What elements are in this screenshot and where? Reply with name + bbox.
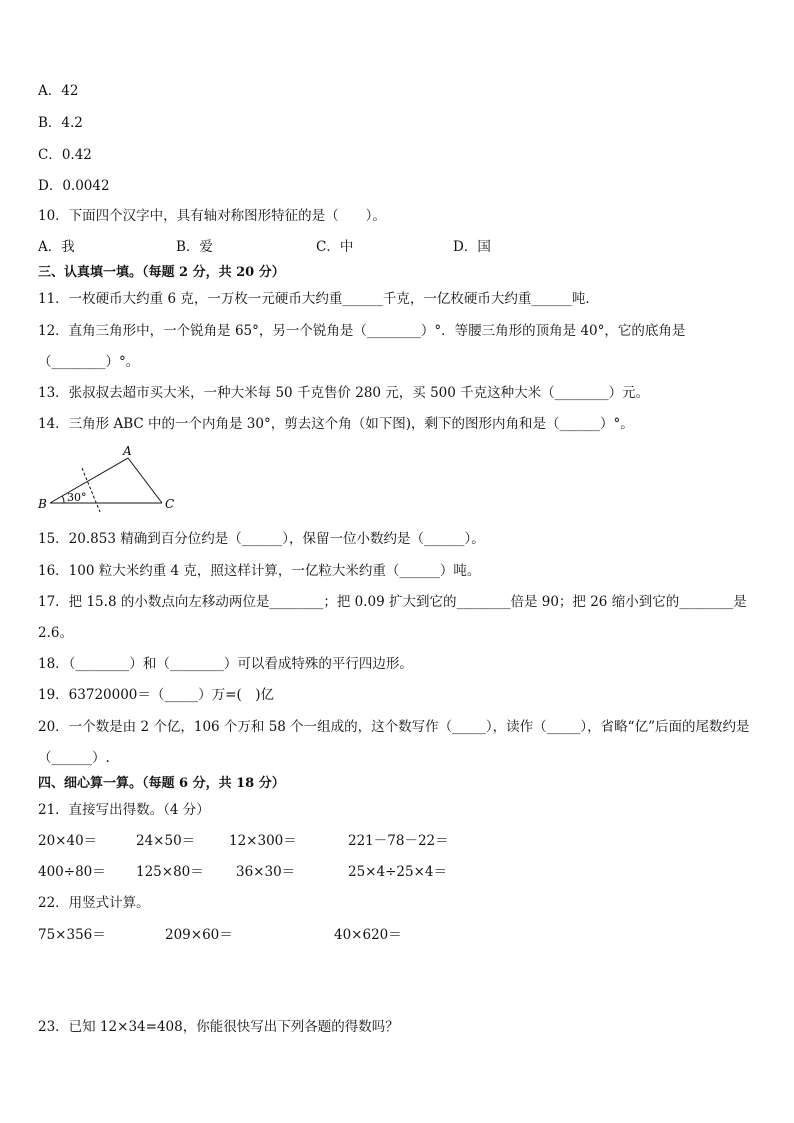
q10-option-d: D．国 <box>453 239 491 255</box>
q10-option-b: B．爱 <box>176 239 213 255</box>
question-23: 23．已知 12×34=408，你能很快写出下列各题的得数吗？ <box>38 1019 399 1035</box>
option-d: D．0.0042 <box>38 178 110 194</box>
q10-option-c: C．中 <box>316 239 354 255</box>
question-18: 18．（________）和（________）可以看成特殊的平行四边形。 <box>38 656 413 672</box>
question-19: 19．63720000＝（_____）万=( )亿 <box>38 687 274 703</box>
label-a: A <box>123 444 132 458</box>
cut-line <box>82 468 100 512</box>
question-15: 15．20.853 精确到百分位约是（______），保留一位小数约是（______）。 <box>38 531 485 547</box>
side-ab <box>50 458 128 503</box>
q21-row1-item1: 20×40＝ <box>38 833 98 849</box>
angle-arc <box>62 496 64 503</box>
q22-item1: 75×356＝ <box>38 927 106 943</box>
option-a: A．42 <box>38 83 79 99</box>
triangle-figure <box>34 444 184 516</box>
q21-row1-item3: 12×300＝ <box>229 833 297 849</box>
q22-item2: 209×60＝ <box>165 927 233 943</box>
question-16: 16．100 粒大米约重 4 克，照这样计算，一亿粒大米约重（______）吨。 <box>38 563 481 579</box>
q21-row2-item2: 125×80＝ <box>136 864 204 880</box>
q21-row2-item3: 36×30＝ <box>236 864 296 880</box>
question-14: 14．三角形 ABC 中的一个内角是 30°，剪去这个角（如下图)，剩下的图形内角和是（______）°。 <box>38 416 634 432</box>
question-20-line-1: 20．一个数是由 2 个亿，106 个万和 58 个一组成的，这个数写作（_____），读作（_____），省略“亿”后面的尾数约是 <box>38 719 750 735</box>
q21-row1-item2: 24×50＝ <box>136 833 196 849</box>
question-13: 13．张叔叔去超市买大米，一种大米每 50 千克售价 280 元，买 500 千克这种大米（________）元。 <box>38 385 650 401</box>
section-3-heading: 三、认真填一填。（每题 2 分，共 20 分） <box>38 265 285 280</box>
q21-row2-item4: 25×4÷25×4＝ <box>348 864 447 880</box>
label-c: C <box>165 497 175 511</box>
option-c: C．0.42 <box>38 147 92 163</box>
question-11: 11．一枚硬币大约重 6 克，一万枚一元硬币大约重______千克，一亿枚硬币大约重______吨． <box>38 291 599 307</box>
angle-label: 30° <box>67 491 87 504</box>
q21-row1-item4: 221－78－22＝ <box>348 833 449 849</box>
q21-row2-item1: 400÷80＝ <box>38 864 106 880</box>
q22-item3: 40×620＝ <box>334 927 402 943</box>
side-ac <box>128 458 162 503</box>
question-12-line-2: （________）°。 <box>38 354 140 370</box>
q10-option-a: A．我 <box>38 239 75 255</box>
option-b: B．4.2 <box>38 115 83 131</box>
question-22: 22．用竖式计算。 <box>38 895 150 911</box>
question-20-line-2: （______）. <box>38 750 110 766</box>
question-17-line-2: 2.6。 <box>38 625 73 641</box>
question-10: 10．下面四个汉字中，具有轴对称图形特征的是（ ）。 <box>38 208 386 224</box>
question-17-line-1: 17．把 15.8 的小数点向左移动两位是________；把 0.09 扩大到它的________倍是 90；把 26 缩小到它的________是 <box>38 594 747 610</box>
question-12-line-1: 12．直角三角形中，一个锐角是 65°，另一个锐角是（________）°．等腰三角形的顶角是 40°，它的底角是 <box>38 323 686 339</box>
section-4-heading: 四、细心算一算。（每题 6 分，共 18 分） <box>38 776 285 791</box>
question-21: 21．直接写出得数。（4 分） <box>38 802 210 818</box>
label-b: B <box>38 497 47 511</box>
